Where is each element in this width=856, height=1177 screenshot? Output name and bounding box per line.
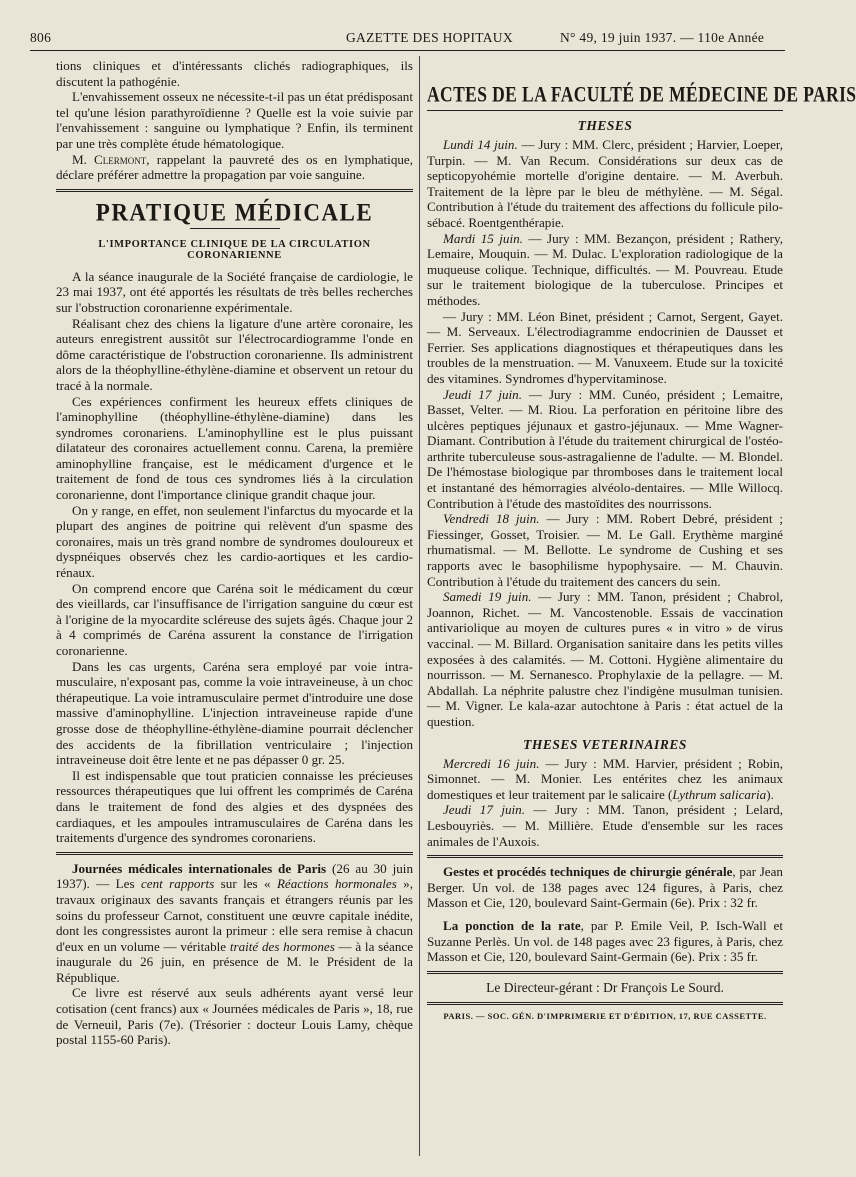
thesis-day: Mercredi 16 juin.	[443, 755, 540, 771]
journees-paragraph	[56, 861, 413, 986]
journees-text: — à la séance inaugurale du 26 juin, en présence de M. le Président de la République.	[56, 938, 414, 985]
article-paragraph: Il est indispensable que tout praticien connaisse les précieuses ressources thérapeutiques que lui offrent les comprimés de Caréna dans le traitement de fond des algies et des dyspnées des cardiaques, et les ampoules intramusculaires de Caréna dans les traitements d'urgence des syndromes coronariens.	[56, 767, 413, 846]
continued-paragraph: L'envahissement osseux ne nécessite-t-il pas un état prédisposant tel qu'une lésion parathyroïdienne ? Quelle est la voie suivie par l'envahissement : sanguine ou lymphatique ? Enfin, ils terminent par une très complète étude hématologique.	[56, 89, 413, 151]
journees-italic: traité des hormones	[229, 938, 335, 954]
thesis-entry	[427, 137, 783, 231]
acts-underline	[427, 110, 783, 111]
left-column	[56, 58, 413, 1048]
clermont-text: , rappelant la pauvreté des os en lymphatique, déclare préférer admettre la propagation par voie sanguine.	[56, 151, 414, 183]
section-rule	[56, 189, 413, 192]
continued-paragraph: tions cliniques et d'intéressants clichés radiographiques, ils discutent la pathogénie.	[56, 58, 413, 89]
right-column	[427, 58, 856, 1021]
running-header	[30, 30, 785, 48]
book-details: , par Jean Berger. Un vol. de 138 pages avec 124 figures, à Paris, chez Masson et Cie, 120, boulevard Saint-Germain (6e). Prix : 32 fr.	[427, 864, 783, 911]
veterinary-entry	[427, 756, 783, 803]
thesis-day: Samedi 19 juin.	[443, 589, 532, 605]
journees-text: », travaux originaux des savants français et étrangers réunis par les soins du professeur Carnot, constituent une œuvre capitale inédite, dont les congressistes auront la primeur : elle sera remise à chacun d'eux en un volume — véritable	[56, 876, 413, 954]
journees-title: Journées médicales internationales de Paris	[72, 860, 327, 876]
book-title: La ponction de la rate	[443, 917, 581, 933]
signature-rule	[427, 971, 783, 974]
thesis-text: — Jury : MM. Tanon, président ; Chabrol, Joannon, Richet. — M. Vancostenoble. Essais de vaccination antivariolique au moyen de cultures pures « in vitro » de virus vaccinal. — M. Billard. Organisation sanitaire dans les petits villes exposées à des calamités. — M. Cottoni. Hygiène alimentaire du nourrisson. — M. Sernanesco. Prophylaxie de la pellagre. — M. Abdallah. La néphrite palustre chez l'indigène musulman tunisien. — M. Vigner. Le kala-azar autochtone à Paris : état actuel de la question.	[427, 589, 783, 729]
article-paragraph: On y range, en effet, non seulement l'infarctus du myocarde et la plupart des angines de poitrine qui relèvent d'un spasme des coronaires, mais un très grand nombre de syndromes douloureux et dyspnéiques observés chez les cardio-aortiques et les cardio-rénaux.	[56, 502, 413, 581]
thesis-text: — Jury : MM. Léon Binet, président ; Carnot, Sergent, Gayet. — M. Serveaux. L'électrodiagramme endocrinien de Dausset et Ferrier. Ses applications diagnostiques et thérapeutiques dans les troubles de la menstruation. — M. Vanuxeem. Etude sur la toxicité des vitamines. Syndromes d'hypervitaminose.	[427, 308, 783, 386]
thesis-text: — Jury : MM. Bezançon, président ; Rathery, Lemaire, Mouquin. — M. Dulac. L'exploration radiologique de la muqueuse colique. Technique, difficultés. — M. Pouvreau. Etude sur le traitement biologique de la tuberculose. Principes et méthodes.	[427, 230, 783, 308]
article-paragraph: Dans les cas urgents, Caréna sera employé par voie intra-musculaire, n'exposant pas, comme la voie intraveineuse, à un choc thérapeutique. La voie intramusculaire permet d'introduire une dose massive d'aminophylline. L'injection intraveineuse rapide d'une grosse dose de théophylline-éthylène-diamine pourrait déclencher des accidents de la fibrillation ventriculaire ; l'injection intraveineuse doit être lente et ne pas dépasser 0 gr. 25.	[56, 658, 413, 768]
book-title: Gestes et procédés techniques de chirurgie générale	[443, 864, 733, 880]
latin-name: Lythrum salicaria	[672, 786, 767, 802]
article-paragraph: A la séance inaugurale de la Société française de cardiologie, le 23 mai 1937, ont été apportés les résultats de très belles recherches sur l'obstruction coronarienne expérimentale.	[56, 268, 413, 315]
book-notice	[427, 918, 783, 965]
article-title: L'IMPORTANCE CLINIQUE DE LA CIRCULATION CORONARIENNE	[98, 238, 371, 261]
journal-title: GAZETTE DES HOPITAUX	[346, 30, 513, 45]
books-separator	[427, 855, 783, 858]
veterinary-theses-heading: THESES VETERINAIRES	[523, 736, 687, 752]
thesis-text: — Jury : MM. Harvier, président ; Robin, Simonnet. — M. Monier. Les entérites chez les animaux domestiques et leur traitement par le salicaire (	[427, 755, 784, 802]
thesis-day: Lundi 14 juin.	[443, 137, 518, 152]
veterinary-entry	[427, 802, 783, 849]
thesis-text: — Jury : MM. Tanon, président ; Lelard, Lesbouyriès. — M. Millière. Etude d'ensemble sur les races animales de l'Auxois.	[427, 802, 783, 849]
section-title: PRATIQUE MÉDICALE	[95, 198, 374, 226]
issue-info: N° 49, 19 juin 1937. — 110e Année	[560, 30, 765, 45]
article-paragraph: On comprend encore que Caréna soit le médicament du cœur des vieillards, car l'insuffisance de l'irrigation sanguine du cœur est à l'origine de la myocardite scléreuse des sujets âgés. Chaque jour 2 à 4 comprimés de Caréna assurent la constance de l'irrigation coronarienne.	[56, 580, 413, 658]
title-underline	[190, 228, 280, 229]
journees-text: sur les «	[214, 876, 277, 892]
thesis-day: Mardi 15 juin.	[443, 230, 523, 246]
journees-paragraph: Ce livre est réservé aux seuls adhérents ayant versé leur cotisation (cent francs) aux « Journées médicales de Paris », 18, rue de Verneuil, Paris (7e). (Trésorier : docteur Louis Lamy, chèque postal 1155-60 Paris).	[56, 985, 413, 1048]
thesis-day: Vendredi 18 juin.	[443, 511, 540, 527]
thesis-text: — Jury : MM. Clerc, président ; Harvier, Loeper, Turpin. — M. Van Recum. Considérations sur deux cas de septicopyohémie mortelle d'origine dentaire. — M. Averbuh. Traitement de la lèpre par le bleu de méthylène. — M. Ségal. Contribution à l'étude du traitement des affections du follicule pilo-sébacé. Roentgenthérapie.	[427, 137, 783, 230]
thesis-entry	[427, 387, 783, 512]
director-signature: Le Directeur-gérant : Dr François Le Sourd.	[486, 979, 724, 995]
printer-imprint: PARIS. — SOC. GÉN. D'IMPRIMERIE ET D'ÉDITION, 17, RUE CASSETTE.	[443, 1010, 767, 1021]
imprint-rule	[427, 1002, 783, 1005]
thesis-entry	[427, 309, 783, 387]
thesis-entry	[427, 231, 783, 309]
article-paragraph: Ces expériences confirment les heureux effets cliniques de l'aminophylline (théophylline-éthylène-diamine) dans les syndromes coronariens. L'aminophylline est le plus puissant dilatateur des coronaires actuellement connu. Carena, la première aminophylline française, est le médicament d'urgence et le traitement de fond de tous ces syndromes liés à la circulation coronarienne, dont l'importance clinique grandit chaque jour.	[56, 393, 413, 503]
article-separator	[56, 852, 413, 855]
journees-italic: cent rapports	[140, 876, 215, 892]
speaker-name: M. Clermont	[72, 151, 147, 167]
clermont-paragraph	[56, 152, 413, 183]
theses-heading: THESES	[577, 118, 633, 133]
article-paragraph: Réalisant chez des chiens la ligature d'une artère coronaire, les auteurs enregistrent aussitôt sur l'électrocardiogramme l'onde en dôme caractéristique de l'obstruction coronarienne. Ils administrent alors de la théophylline-éthylène-diamine et observent un retour du tracé à la normale.	[56, 315, 413, 393]
faculty-acts-title: ACTES DE LA FACULTÉ DE MÉDECINE DE PARIS	[427, 81, 856, 107]
spacer	[427, 911, 783, 918]
thesis-entry	[427, 511, 783, 589]
journees-italic: Réactions hormonales	[276, 876, 397, 892]
book-details: , par P. Emile Veil, P. Isch-Wall et Suzanne Perlès. Un vol. de 148 pages avec 23 figures, à Paris, chez Masson et Cie, 120, boulevard Saint-Germain (6e). Prix : 35 fr.	[427, 917, 783, 965]
thesis-entry	[427, 589, 783, 729]
thesis-day: Jeudi 17 juin.	[443, 386, 522, 402]
book-notice	[427, 864, 783, 911]
thesis-text: — Jury : MM. Robert Debré, président ; Fiessinger, Gosset, Troisier. — M. Le Gall. Erythème marginé rhumatismal. — M. Bellotte. Le syndrome de Cushing et ses rapports avec le basophilisme hypophysaire. — M. Chauvin. Contribution à l'étude du traitement des cancers du sein.	[427, 511, 783, 589]
column-divider	[419, 56, 420, 1156]
thesis-day: Jeudi 17 juin.	[443, 802, 525, 818]
journees-text: (26 au 30 juin 1937). — Les	[56, 860, 413, 892]
header-rule	[30, 50, 785, 51]
thesis-text: ).	[766, 786, 774, 802]
page-number: 806	[30, 30, 52, 45]
thesis-text: — Jury : MM. Cunéo, président ; Lemaitre, Basset, Velter. — M. Riou. La perforation en péritoine libre des ulcères peptiques jéjunaux et gastro-jéjunaux. — Mme Wagner-Diamant. Contribution à l'étude du traitement chirurgical de l'ostéo-arthrite tuberculeuse sous-astragalienne de l'adulte. — M. Blondel. De l'hémostase biologique par thromboses dans le traitement local et instantané des hémorragies alvéolo-dentaires. — Mlle Willocq. Contribution à l'étude des mastoïdites des nourrissons.	[427, 386, 783, 511]
